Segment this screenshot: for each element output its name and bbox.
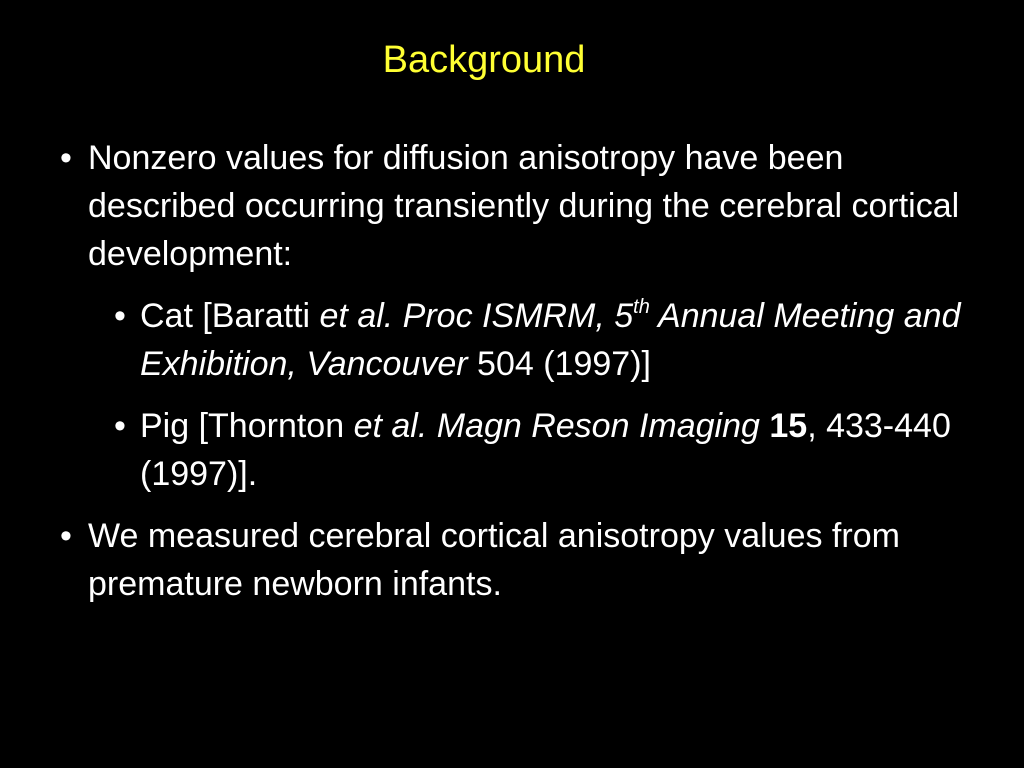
bullet-item: [60, 512, 1000, 608]
bullet-marker: •: [60, 139, 72, 177]
reference-lead: Pig [Thornton: [140, 407, 354, 445]
reference-citation-cont: Annual Meeting and Exhibition, Vancouver: [140, 297, 961, 383]
bullet-marker: •: [60, 517, 72, 555]
sub-bullet-item: [114, 292, 1000, 388]
reference-citation: et al. Proc ISMRM, 5: [319, 297, 634, 335]
reference-tail: 504 (1997)]: [467, 345, 651, 383]
space: [760, 407, 769, 445]
reference-tail: , 433-440 (1997)].: [140, 407, 951, 493]
slide-title: Background: [382, 39, 586, 81]
bullet-text: Nonzero values for diffusion anisotropy have been described occurring transiently during the cerebral cortical development:: [88, 139, 960, 273]
superscript: th: [633, 296, 650, 318]
bullet-list: [60, 134, 1000, 608]
bullet-marker: •: [114, 407, 126, 445]
reference-citation: et al. Magn Reson Imaging: [353, 407, 760, 445]
reference-lead: Cat [Baratti: [140, 297, 320, 335]
bullet-item: [60, 134, 1000, 278]
sub-bullet-item: [114, 402, 1000, 498]
bullet-text: We measured cerebral cortical anisotropy values from premature newborn infants.: [88, 517, 900, 603]
reference-volume: 15: [769, 407, 808, 445]
bullet-marker: •: [114, 297, 126, 335]
